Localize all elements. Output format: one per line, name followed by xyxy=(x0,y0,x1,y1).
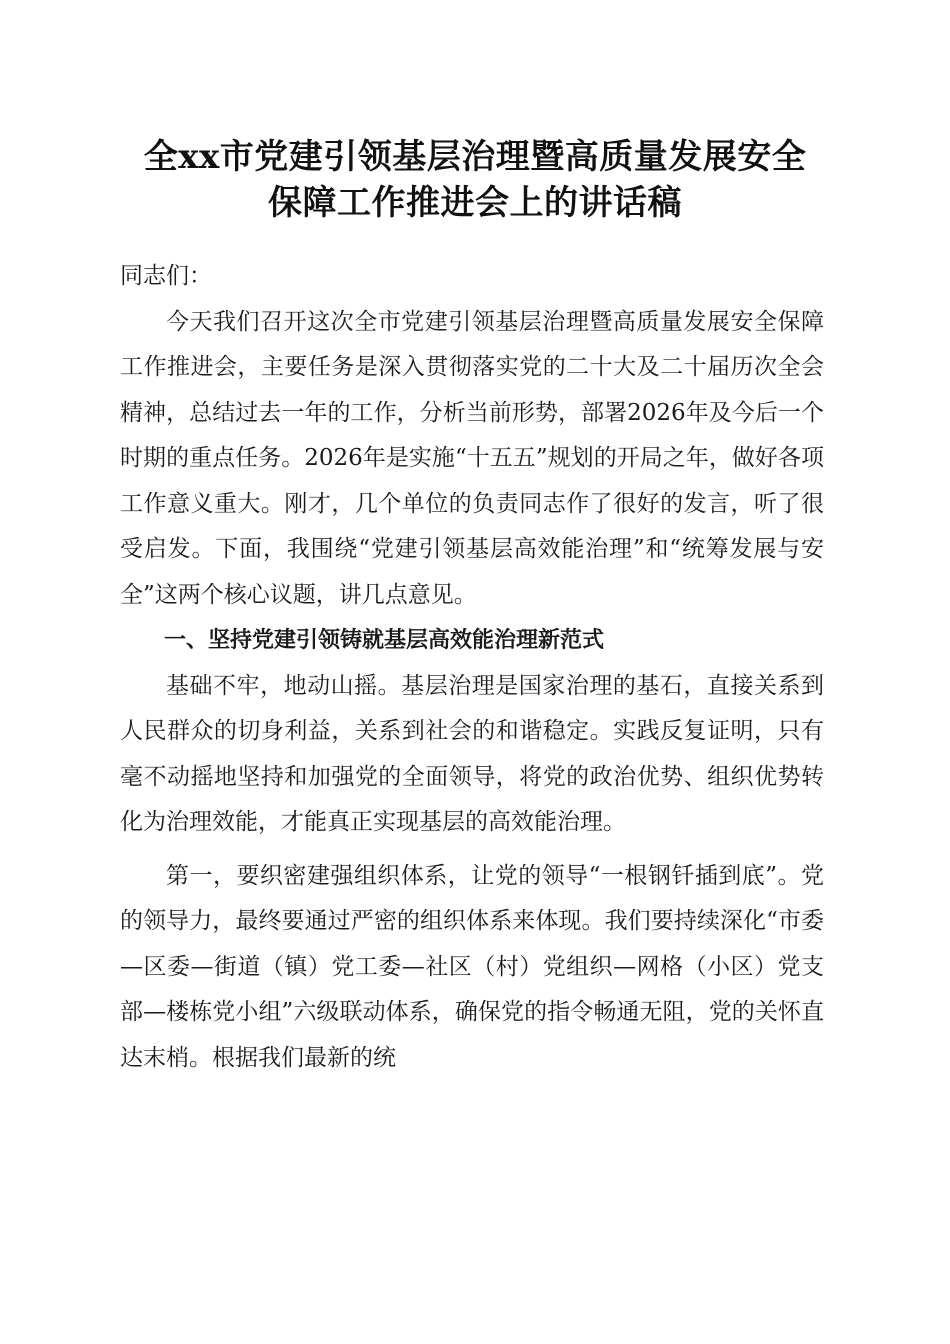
document-body xyxy=(120,254,824,1081)
section-heading: 一、坚持党建引领铸就基层高效能治理新范式 xyxy=(164,628,605,653)
intro-paragraph: 今天我们召开这次全市党建引领基层治理暨高质量发展安全保障工作推进会，主要任务是深入贯彻落实党的二十大及二十届历次全会精神，总结过去一年的工作，分析当前形势，部署2026年及今后一个时期的重点任务。2026年是实施“十五五”规划的开局之年，做好各项工作意义重大。刚才，几个单位的负责同志作了很好的发言，听了很受启发。下面，我围绕“党建引领基层高效能治理”和“统筹发展与安全”这两个核心议题，讲几点意见。 xyxy=(120,308,824,608)
body-paragraph: 第一，要织密建强组织体系，让党的领导“一根钢钎插到底”。党的领导力，最终要通过严密的组织体系来体现。我们要持续深化“市委—区委—街道（镇）党工委—社区（村）党组织—网格（小区）党支部—楼栋党小组”六级联动体系，确保党的指令畅通无阻，党的关怀直达末梢。根据我们最新的统 xyxy=(120,862,824,1071)
title-line-1: 全xx市党建引领基层治理暨高质量发展安全 xyxy=(143,137,807,177)
title-line-2: 保障工作推进会上的讲话稿 xyxy=(268,183,682,223)
salutation: 同志们： xyxy=(120,263,212,289)
body-paragraph: 基础不牢，地动山摇。基层治理是国家治理的基石，直接关系到人民群众的切身利益，关系到社会的和谐稳定。实践反复证明，只有毫不动摇地坚持和加强党的全面领导，将党的政治优势、组织优势转化为治理效能，才能真正实现基层的高效能治理。 xyxy=(120,672,824,835)
document-title xyxy=(60,134,890,226)
